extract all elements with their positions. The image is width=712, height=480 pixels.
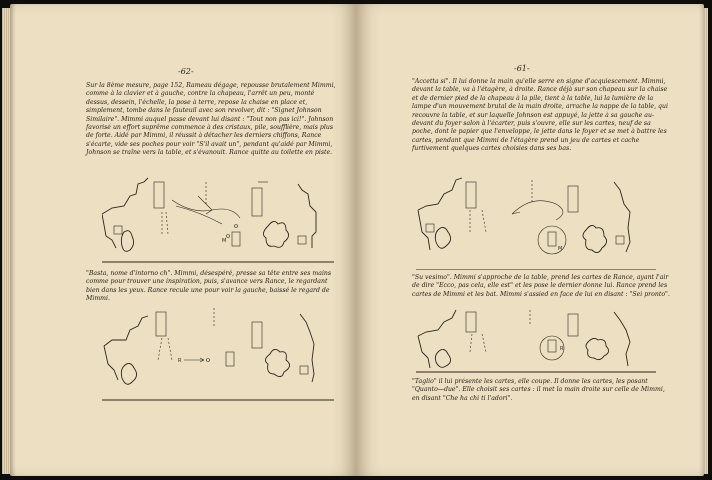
right-page xyxy=(356,4,704,476)
right-paragraph-2-text: "Su vesimo". Mimmi s'approche de la table, prend les cartes de Rance, ayant l'air de dire "Ecco, pas cela, elle est" et les pose le dernier donne lui. Rance prend les cartes de Mimmi et les bat. Mimmi s'assied en face de lui en disant : "Sei pronto". xyxy=(412,274,670,298)
left-page-number: -62- xyxy=(178,67,194,76)
right-paragraph-3 xyxy=(412,378,670,403)
right-top-mark-label: M xyxy=(558,246,563,252)
left-top-mark-label: M xyxy=(222,238,227,244)
right-stage-diagram-top xyxy=(416,174,662,270)
left-page xyxy=(10,4,356,476)
left-bottom-mark-label: R xyxy=(178,358,182,364)
left-paragraph-1 xyxy=(86,82,338,158)
right-paragraph-2 xyxy=(412,274,670,299)
left-stage-diagram-top xyxy=(102,176,342,266)
right-paragraph-3-text: "Taglio" il lui présente les cartes, elle coupe. Il donne les cartes, les posant "Quanto—due". Elle choisit ses cartes : il met la main droite sur celle de Mimmi, en disant "Che ha chi ti l'adori". xyxy=(412,378,665,402)
left-paragraph-2 xyxy=(86,270,338,304)
right-paragraph-1-text: "Accetta si". Il lui donne la main qu'elle serre en signe d'acquiescement. Mimmi, devant la table, va à l'étagère, à droite. Rance déjà sur son chapeau sur la chaise et de dernier pied de la chapeau à la pile, tient à la table, lui la lumière de la lampe d'un mouvement brutal de la main droite, arrache la nappe de la table, qui recouvre la table, et sur laquelle Johnson est appuyé, la jette à sa gauche au-devant du foyer salon à l'écarter, puis s'ouvre, elle sur les cartes, neuf de sa poche, dont le papier que l'enveloppe, le jette dans le foyer et se met à battre les cartes, pendant que Mimmi de l'étagère prend un jeu de cartes et cache furtivement quelques cartes choisies dans ses bas. xyxy=(412,78,668,153)
right-page-number: -61- xyxy=(514,64,530,73)
right-stage-diagram-bottom xyxy=(416,308,662,374)
left-stage-diagram-bottom xyxy=(102,304,342,402)
left-paragraph-2-text: "Basta, nome d'intorno ch". Mimmi, désespéré, presse sa tête entre ses mains comme pour trouver une inspiration, puis, s'avance vers Rance, le regardant bien dans les yeux. Rance recule une pour voir la gauche, baissé le regard de Mimmi. xyxy=(86,270,332,303)
left-paragraph-1-text: Sur la 8ème mesure, page 152, Rameau dégage, repousse brutalement Mimmi, comme à la clavier et à gauche, contre la chapeau, l'arrêt un peu, monté dessus, dessein, l'échelle, la pose à terre, repose la chaise en place et, simplement, tombe dans le fauteuil avec son revolver, dit : "Signet Johnson Similaire". Mimmi auquel passe devant lui disant : "Tout non pas ici!". Johnson favorisé un effort suprême commence à des cristaux, pile, soufflière, mais plus de forte. Aidé par Mimmi, il réussit à détacher les derniers chiffons, Rance s'écarte, vide ses poches pour voir "S'il avait un", pendant qu'aidé par Mimmi, Johnson se traîne vers la table, et s'évanouit. Rance quitte au toilette en piste. xyxy=(86,82,336,157)
right-bottom-mark-label: R xyxy=(560,346,564,352)
right-paragraph-1 xyxy=(412,78,670,154)
